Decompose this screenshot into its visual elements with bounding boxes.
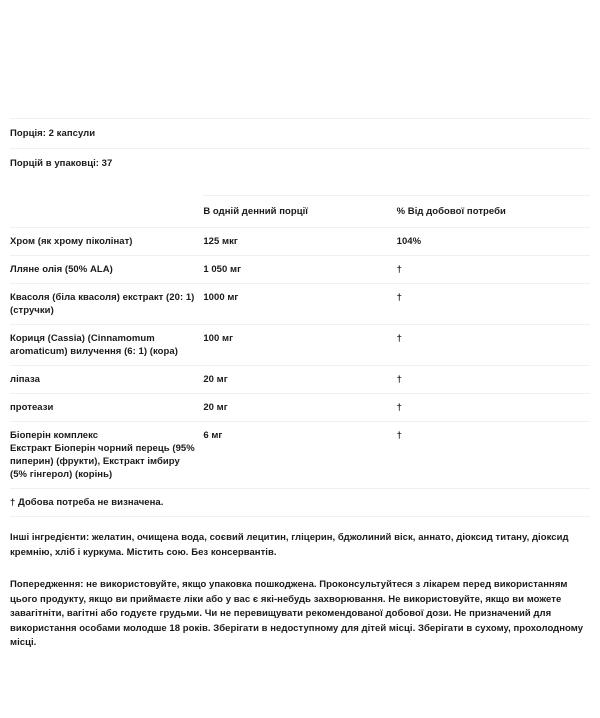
spacer-cell-dv bbox=[397, 178, 590, 196]
table-row-complex bbox=[10, 422, 590, 489]
nutrient-name: Хром (як хрому піколінат) bbox=[10, 228, 203, 256]
table-spacer bbox=[10, 178, 590, 196]
nutrient-amount: 125 мкг bbox=[203, 228, 396, 256]
complex-name-cell bbox=[10, 422, 203, 489]
nutrient-amount: 1000 мг bbox=[203, 284, 396, 325]
table-row bbox=[10, 256, 590, 284]
supplement-facts-page bbox=[0, 118, 600, 718]
table-row bbox=[10, 394, 590, 422]
bottom-rule-cell bbox=[10, 517, 590, 518]
table-row bbox=[10, 284, 590, 325]
complex-title: Біоперін комплекс bbox=[10, 430, 99, 441]
table-bottom-rule bbox=[10, 517, 590, 518]
nutrient-daily-value: † bbox=[397, 256, 590, 284]
nutrient-amount: 1 050 мг bbox=[203, 256, 396, 284]
nutrient-amount: 20 мг bbox=[203, 366, 396, 394]
nutrient-name: Лляне олія (50% ALA) bbox=[10, 256, 203, 284]
table-header-row bbox=[10, 196, 590, 228]
table-row bbox=[10, 228, 590, 256]
servings-per-container-label: Порцій в упаковці: 37 bbox=[10, 149, 590, 179]
spacer-cell-name bbox=[10, 178, 203, 196]
nutrient-name: Кориця (Cassia) (Cinnamomum aromaticum) вилучення (6: 1) (кора) bbox=[10, 325, 203, 366]
nutrient-amount: 20 мг bbox=[203, 394, 396, 422]
complex-daily-value: † bbox=[397, 422, 590, 489]
daily-value-footnote: † Добова потреба не визначена. bbox=[10, 489, 590, 517]
nutrient-daily-value: † bbox=[397, 366, 590, 394]
warning-text: Попередження: не використовуйте, якщо упаковка пошкоджена. Проконсультуйтеся з лікарем перед використанням цього продукту, якщо ви приймаєте ліки або у вас є які-небудь захворювання. Не використовуйте, якщо ви можете завагітніти, вагітні або годуєте грудьми. Чи не перевищувати рекомендованої добової дози. Не призначений для використання особами молодше 18 років. Зберігати в недоступному для дітей місці. Зберігати в сухому, прохолодному місці. bbox=[10, 579, 584, 648]
other-ingredients-text: Інші інгредієнти: желатин, очищена вода, соєвий лецитин, гліцерин, бджолиний віск, аннато, діоксид титану, діоксид кремнію, хліб і куркума. Містить сою. Без консервантів. bbox=[10, 532, 569, 558]
nutrient-name: протеази bbox=[10, 394, 203, 422]
nutrient-daily-value: 104% bbox=[397, 228, 590, 256]
column-header-amount: В одній денний порції bbox=[203, 196, 396, 228]
complex-amount: 6 мг bbox=[203, 422, 396, 489]
serving-size-row bbox=[10, 119, 590, 149]
nutrient-name: Квасоля (біла квасоля) екстракт (20: 1) (стручки) bbox=[10, 284, 203, 325]
nutrient-name: ліпаза bbox=[10, 366, 203, 394]
complex-body: Екстракт Біоперін чорний перець (95% пиперин) (фрукти), Екстракт імбиру (5% гінгерол) (корінь) bbox=[10, 443, 195, 480]
serving-size-label: Порція: 2 капсули bbox=[10, 119, 590, 149]
nutrient-daily-value: † bbox=[397, 394, 590, 422]
nutrient-amount: 100 мг bbox=[203, 325, 396, 366]
spacer-cell-amount bbox=[203, 178, 396, 196]
supplement-facts-table bbox=[10, 118, 590, 517]
column-header-name bbox=[10, 196, 203, 228]
nutrient-daily-value: † bbox=[397, 284, 590, 325]
table-row bbox=[10, 366, 590, 394]
column-header-daily-value: % Від добової потреби bbox=[397, 196, 590, 228]
servings-per-container-row bbox=[10, 149, 590, 179]
table-row bbox=[10, 325, 590, 366]
footnote-row bbox=[10, 489, 590, 517]
nutrient-daily-value: † bbox=[397, 325, 590, 366]
